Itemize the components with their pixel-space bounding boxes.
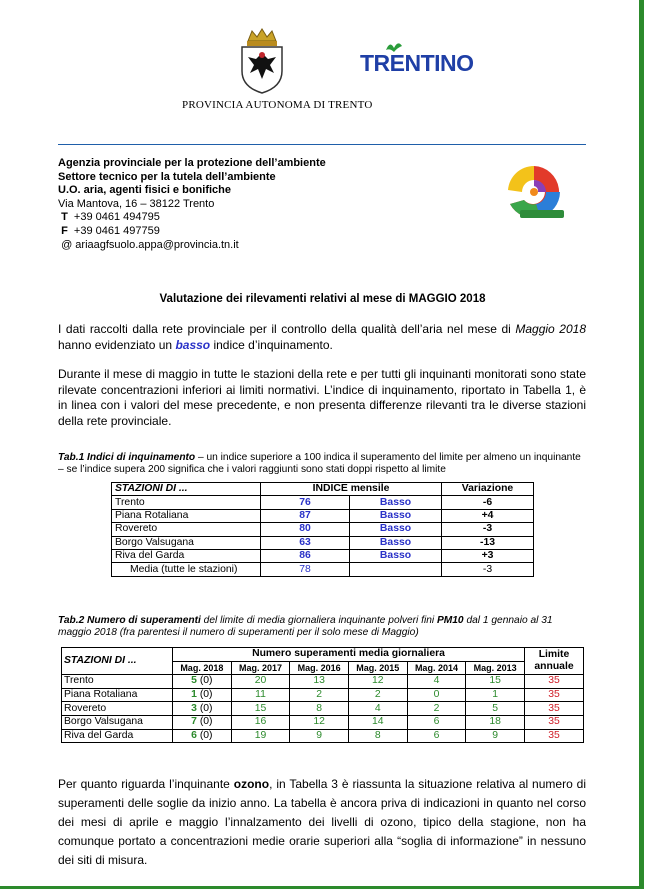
agency-unit: U.O. aria, agenti fisici e bonifiche (58, 184, 231, 197)
current-year-cell: 3 (0) (173, 702, 232, 716)
value-cell: 2 (290, 688, 349, 702)
table2-caption-title: Tab.2 Numero di superamenti (58, 615, 201, 626)
limit-cell: 35 (525, 729, 584, 743)
table-row (112, 509, 534, 522)
variation-cell: -3 (442, 523, 534, 536)
value-cell: 9 (466, 729, 525, 743)
table1-caption-title: Tab.1 Indici di inquinamento (58, 452, 196, 463)
average-level (350, 563, 442, 576)
agency-phone (58, 211, 326, 225)
col-header-group: Numero superamenti media giornaliera (173, 648, 525, 662)
col-header-year: Mag. 2016 (290, 661, 349, 675)
value-cell: 20 (231, 675, 290, 689)
table-average-row (112, 563, 534, 576)
level-cell: Basso (350, 536, 442, 549)
variation-cell: -6 (442, 496, 534, 509)
table-header-row (112, 483, 534, 496)
station-cell: Piana Rotaliana (62, 688, 173, 702)
province-name: PROVINCIA AUTONOMA DI TRENTO (182, 99, 373, 111)
value-cell: 5 (466, 702, 525, 716)
average-variation: -3 (442, 563, 534, 576)
table-row (112, 549, 534, 562)
col-header-year: Mag. 2017 (231, 661, 290, 675)
value-cell: 4 (407, 675, 466, 689)
col-header-year: Mag. 2018 (173, 661, 232, 675)
value-cell: 4 (348, 702, 407, 716)
index-cell: 80 (261, 523, 350, 536)
limit-cell: 35 (525, 702, 584, 716)
table-header-row (62, 648, 584, 662)
station-cell: Trento (62, 675, 173, 689)
value-cell: 8 (290, 702, 349, 716)
value-cell: 0 (407, 688, 466, 702)
email-label: @ (61, 238, 73, 251)
index-cell: 86 (261, 549, 350, 562)
col-header-index: INDICE mensile (261, 483, 442, 496)
station-cell: Piana Rotaliana (112, 509, 261, 522)
value-cell: 11 (231, 688, 290, 702)
index-cell: 87 (261, 509, 350, 522)
value-cell: 18 (466, 715, 525, 729)
value-cell: 15 (231, 702, 290, 716)
value-cell: 14 (348, 715, 407, 729)
month-ref: Maggio 2018 (515, 322, 586, 336)
value-cell: 19 (231, 729, 290, 743)
current-year-cell: 5 (0) (173, 675, 232, 689)
value-cell: 6 (407, 729, 466, 743)
col-header-year: Mag. 2013 (466, 661, 525, 675)
value-cell: 12 (290, 715, 349, 729)
col-header-year: Mag. 2014 (407, 661, 466, 675)
index-cell: 63 (261, 536, 350, 549)
station-cell: Riva del Garda (112, 549, 261, 562)
col-header-limit: Limite annuale (525, 648, 584, 675)
level-cell: Basso (350, 496, 442, 509)
limit-cell: 35 (525, 675, 584, 689)
appa-spiral-logo (500, 160, 568, 222)
limit-cell: 35 (525, 688, 584, 702)
variation-cell: -13 (442, 536, 534, 549)
header-divider (58, 144, 586, 145)
phone-number: +39 0461 494795 (73, 211, 160, 224)
email-address[interactable]: ariaagfsuolo.appa@provincia.tn.it (75, 238, 239, 251)
agency-sector: Settore tecnico per la tutela dell’ambiente (58, 170, 276, 183)
current-year-cell: 7 (0) (173, 715, 232, 729)
agency-contact-block (58, 157, 326, 252)
average-index: 78 (261, 563, 350, 576)
agency-name: Agenzia provinciale per la protezione dell’ambiente (58, 157, 326, 169)
table-row (62, 675, 584, 689)
pollution-level-highlight: basso (175, 337, 211, 352)
value-cell: 2 (407, 702, 466, 716)
current-year-cell: 6 (0) (173, 729, 232, 743)
average-label: Media (tutte le stazioni) (112, 563, 261, 576)
value-cell: 16 (231, 715, 290, 729)
limit-cell: 35 (525, 715, 584, 729)
table-row (62, 688, 584, 702)
agency-email (58, 239, 326, 253)
station-cell: Rovereto (62, 702, 173, 716)
agency-fax (58, 225, 326, 239)
intro-paragraph: I dati raccolti dalla rete provinciale per il controllo della qualità dell’aria nel mese di Maggio 2018 hanno evidenziato un basso indice d’inquinamento. (58, 322, 586, 352)
station-cell: Borgo Valsugana (62, 715, 173, 729)
ozone-highlight: ozono (233, 777, 270, 791)
table-row (112, 536, 534, 549)
pm10-exceedances-table (61, 647, 584, 743)
value-cell: 2 (348, 688, 407, 702)
col-header-year: Mag. 2015 (348, 661, 407, 675)
value-cell: 12 (348, 675, 407, 689)
agency-address: Via Mantova, 16 – 38122 Trento (58, 197, 215, 210)
value-cell: 15 (466, 675, 525, 689)
value-cell: 9 (290, 729, 349, 743)
station-cell: Rovereto (112, 523, 261, 536)
table-row (112, 523, 534, 536)
phone-label: T (61, 211, 68, 224)
level-cell: Basso (350, 523, 442, 536)
fax-label: F (61, 224, 68, 237)
value-cell: 6 (407, 715, 466, 729)
ozone-paragraph: Per quanto riguarda l’inquinante ozono, in Tabella 3 è riassunta la situazione relativa al numero di superamenti delle soglie da inizio anno. La tabella è ancora priva di indicazioni in quanto nel corso dei mesi di aprile e maggio l’innalzamento dei livelli di ozono, tipico della stagione, non ha comunque portato a concentrazioni medie orarie superiori alla “soglia di informazione” in nessuno dei siti di misura. (58, 777, 586, 867)
variation-cell: +4 (442, 509, 534, 522)
table-row (112, 496, 534, 509)
variation-cell: +3 (442, 549, 534, 562)
station-cell: Trento (112, 496, 261, 509)
report-title: Valutazione dei rilevamenti relativi al mese di MAGGIO 2018 (159, 293, 486, 305)
table-row (62, 702, 584, 716)
table1-caption: Tab.1 Indici di inquinamento – un indice superiore a 100 indica il superamento del limite per almeno un inquinante – se l’indice supera 200 significa che i valori raggiunti sono stati doppi rispetto al limite (58, 452, 581, 476)
col-header-station: STAZIONI DI ... (62, 648, 173, 675)
level-cell: Basso (350, 549, 442, 562)
index-cell: 76 (261, 496, 350, 509)
value-cell: 8 (348, 729, 407, 743)
table2-caption: Tab.2 Numero di superamenti del limite di media giornaliera inquinante polveri fini PM10 dal 1 gennaio al 31 maggio 2018 (fra parentesi il numero di superamenti per il solo mese di Maggio) (58, 615, 553, 639)
station-cell: Borgo Valsugana (112, 536, 261, 549)
value-cell: 13 (290, 675, 349, 689)
col-header-variation: Variazione (442, 483, 534, 496)
station-cell: Riva del Garda (62, 729, 173, 743)
level-cell: Basso (350, 509, 442, 522)
summary-paragraph: Durante il mese di maggio in tutte le stazioni della rete e per tutti gli inquinanti monitorati sono state rilevate concentrazioni inferiori ai limiti normativi. L’indice di inquinamento, riportato in Tabella 1, è in linea con i valori del mese precedente, e non presenta differenze rilevanti tra le diverse stazioni della rete provinciale. (58, 367, 586, 428)
table-row (62, 729, 584, 743)
pollution-index-table (111, 482, 534, 577)
province-coat-of-arms-logo (236, 27, 288, 95)
table-row (62, 715, 584, 729)
fax-number: +39 0461 497759 (73, 224, 160, 237)
pm10-label: PM10 (436, 615, 464, 626)
current-year-cell: 1 (0) (173, 688, 232, 702)
value-cell: 1 (466, 688, 525, 702)
trentino-logo-text: TRENTINO (360, 50, 474, 76)
col-header-station: STAZIONI DI ... (112, 483, 261, 496)
